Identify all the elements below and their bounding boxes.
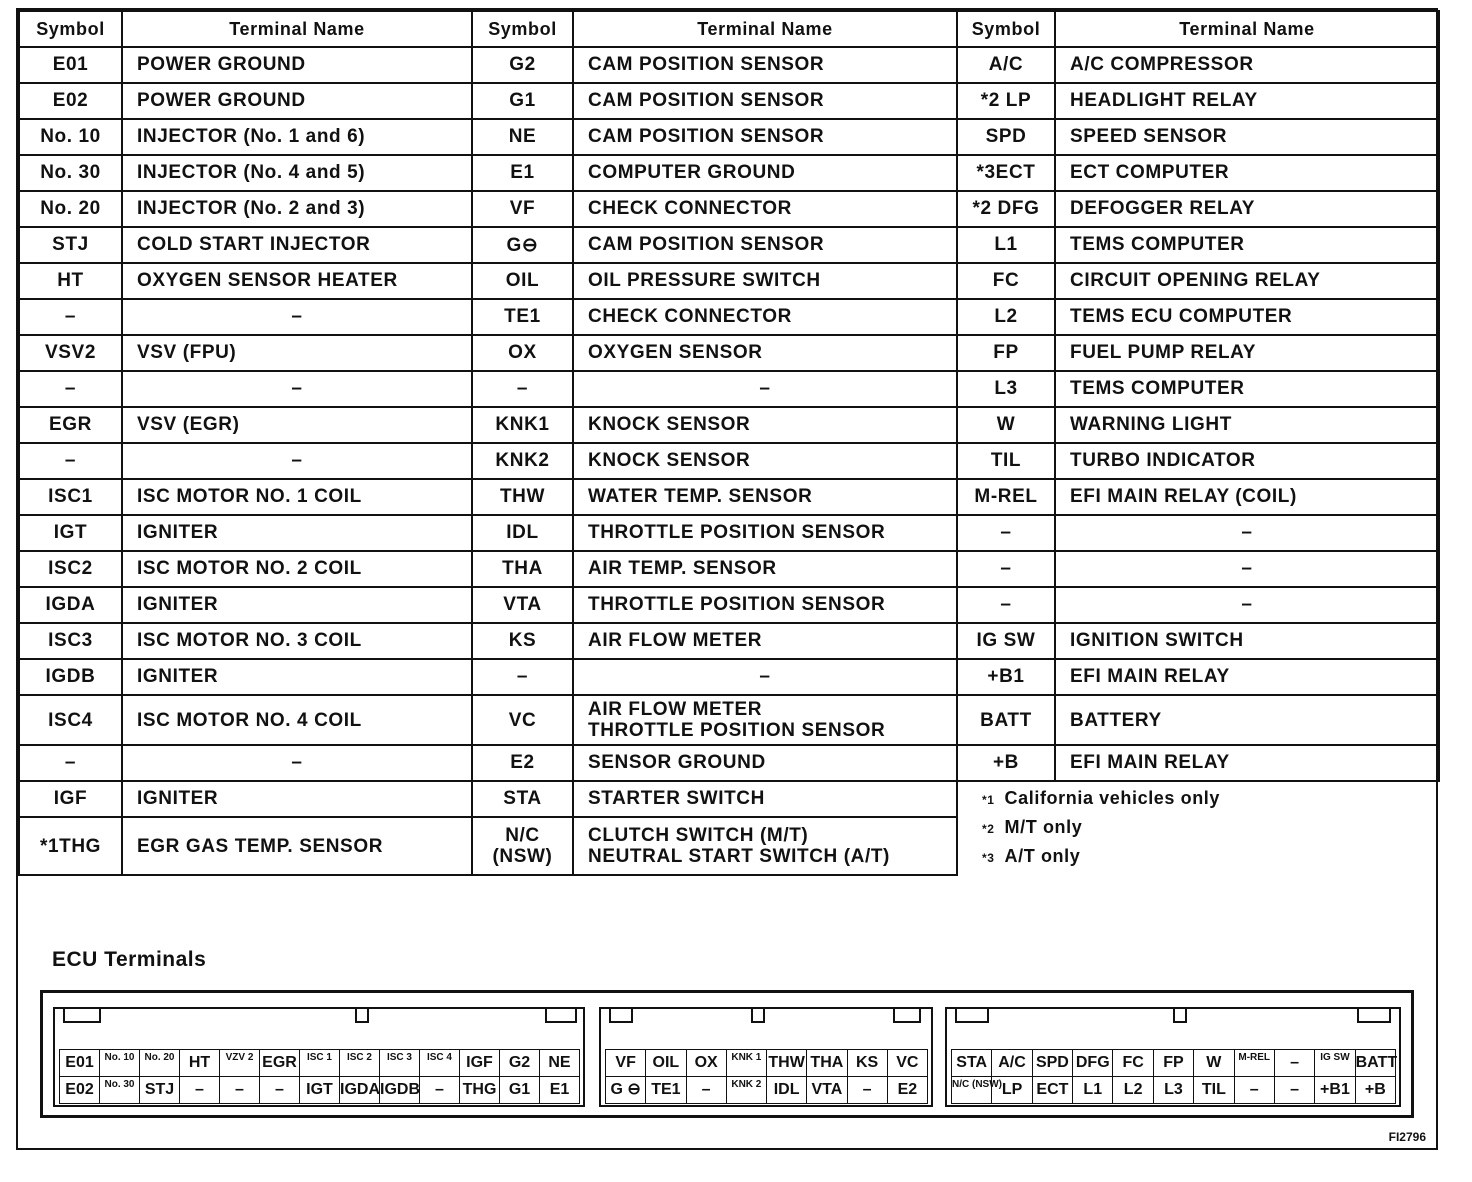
connector-key [355, 1009, 369, 1023]
terminal-name-cell: INJECTOR (No. 2 and 3) [122, 191, 472, 227]
table-row [19, 551, 1439, 587]
terminal-name-cell: IGNITER [122, 515, 472, 551]
connector-key [63, 1009, 101, 1023]
symbol-cell: IGDA [19, 587, 122, 623]
terminal-name-cell: COMPUTER GROUND [573, 155, 957, 191]
terminal-name-cell: INJECTOR (No. 1 and 6) [122, 119, 472, 155]
terminal-name-cell: WATER TEMP. SENSOR [573, 479, 957, 515]
table-row [19, 155, 1439, 191]
symbol-cell: BATT [957, 695, 1055, 745]
footnote-text: M/T only [1004, 817, 1083, 837]
terminal-name-cell: IGNITION SWITCH [1055, 623, 1439, 659]
terminal-name-cell: THROTTLE POSITION SENSOR [573, 587, 957, 623]
connector-key [1357, 1009, 1391, 1023]
symbol-cell: – [472, 371, 573, 407]
connector-pin: IDL [766, 1076, 807, 1104]
terminal-name-line: THROTTLE POSITION SENSOR [588, 720, 886, 741]
terminal-name-cell: – [1055, 515, 1439, 551]
table-row [19, 119, 1439, 155]
terminal-name-cell: – [122, 745, 472, 781]
connector-pin: FP [1153, 1049, 1194, 1077]
terminal-name-cell: ISC MOTOR NO. 3 COIL [122, 623, 472, 659]
terminal-name-cell: OXYGEN SENSOR HEATER [122, 263, 472, 299]
table-row [19, 83, 1439, 119]
terminal-name-cell: AIR TEMP. SENSOR [573, 551, 957, 587]
table-row [19, 47, 1439, 83]
table-row [19, 299, 1439, 335]
connector-pin: M-REL [1234, 1049, 1275, 1077]
symbol-cell: – [19, 371, 122, 407]
connector-pin: OX [686, 1049, 727, 1077]
connector-pin: IGT [299, 1076, 340, 1104]
connector-pin: No. 30 [99, 1076, 140, 1104]
terminal-name-cell: SPEED SENSOR [1055, 119, 1439, 155]
terminal-name-cell: CIRCUIT OPENING RELAY [1055, 263, 1439, 299]
pin-grid [951, 1049, 1398, 1099]
connector-key [1173, 1009, 1187, 1023]
symbol-cell: G⊖ [472, 227, 573, 263]
document-page [16, 8, 1438, 1150]
symbol-cell: VF [472, 191, 573, 227]
symbol-cell: – [19, 299, 122, 335]
terminal-name-line: CLUTCH SWITCH (M/T) [588, 825, 809, 846]
table-row [19, 407, 1439, 443]
connector-pin: VZV 2 [219, 1049, 260, 1077]
symbol-cell: IDL [472, 515, 573, 551]
symbol-cell [472, 817, 573, 875]
terminal-name-cell: CAM POSITION SENSOR [573, 227, 957, 263]
table-row [19, 191, 1439, 227]
connector-key [751, 1009, 765, 1023]
symbol-cell: E1 [472, 155, 573, 191]
table-row [19, 623, 1439, 659]
connector-pin: – [686, 1076, 727, 1104]
footnote [982, 785, 1433, 814]
connector-key [609, 1009, 633, 1023]
connector-pin: No. 10 [99, 1049, 140, 1077]
table-row [19, 335, 1439, 371]
header-symbol-1: Symbol [19, 11, 122, 47]
footnote-mark: *3 [982, 851, 995, 865]
symbol-cell: VTA [472, 587, 573, 623]
connector-pin: STA [951, 1049, 992, 1077]
terminal-name-cell: KNOCK SENSOR [573, 407, 957, 443]
table-body-tail [19, 695, 1439, 875]
symbol-cell: OIL [472, 263, 573, 299]
connector-pin: HT [179, 1049, 220, 1077]
table-row [19, 479, 1439, 515]
terminal-name-cell: CHECK CONNECTOR [573, 299, 957, 335]
symbol-cell: A/C [957, 47, 1055, 83]
terminal-name-cell: – [1055, 587, 1439, 623]
symbol-cell: – [19, 745, 122, 781]
terminal-name-cell: EFI MAIN RELAY (COIL) [1055, 479, 1439, 515]
connector-pin: E2 [887, 1076, 928, 1104]
terminal-name-cell: IGNITER [122, 781, 472, 817]
connector-pin: – [1274, 1049, 1315, 1077]
symbol-cell: E2 [472, 745, 573, 781]
connector-3 [945, 1007, 1401, 1107]
terminal-name-cell: CAM POSITION SENSOR [573, 119, 957, 155]
connector-pin: E1 [539, 1076, 580, 1104]
ecu-connector-diagram [40, 990, 1414, 1118]
connector-pin: STJ [139, 1076, 180, 1104]
symbol-cell: THW [472, 479, 573, 515]
terminal-name-cell: IGNITER [122, 659, 472, 695]
connector-pin: THW [766, 1049, 807, 1077]
symbol-cell: FP [957, 335, 1055, 371]
terminal-name-cell: POWER GROUND [122, 83, 472, 119]
table-row [19, 781, 1439, 817]
symbol-cell: G1 [472, 83, 573, 119]
connector-pin: THA [806, 1049, 847, 1077]
connector-key [955, 1009, 989, 1023]
symbol-cell: L1 [957, 227, 1055, 263]
connector-pin: KNK 2 [726, 1076, 767, 1104]
symbol-cell: FC [957, 263, 1055, 299]
symbol-cell: L3 [957, 371, 1055, 407]
symbol-cell: IGT [19, 515, 122, 551]
terminal-name-cell: THROTTLE POSITION SENSOR [573, 515, 957, 551]
terminal-name-cell: ECT COMPUTER [1055, 155, 1439, 191]
symbol-cell: OX [472, 335, 573, 371]
header-terminal-name-2: Terminal Name [573, 11, 957, 47]
connector-pin: IG SW [1314, 1049, 1355, 1077]
symbol-cell: STA [472, 781, 573, 817]
symbol-cell: EGR [19, 407, 122, 443]
connector-pin: +B [1355, 1076, 1396, 1104]
connector-pin: No. 20 [139, 1049, 180, 1077]
terminal-name-cell: TEMS COMPUTER [1055, 371, 1439, 407]
symbol-line: (NSW) [492, 846, 553, 867]
connector-pin: N/C (NSW) [951, 1076, 992, 1104]
symbol-cell: TE1 [472, 299, 573, 335]
connector-pin: G ⊖ [605, 1076, 646, 1104]
connector-pin: – [1234, 1076, 1275, 1104]
terminal-name-cell: WARNING LIGHT [1055, 407, 1439, 443]
symbol-line: N/C [505, 825, 540, 846]
connector-pin: OIL [645, 1049, 686, 1077]
connector-pin: G1 [499, 1076, 540, 1104]
terminal-name-cell: ISC MOTOR NO. 2 COIL [122, 551, 472, 587]
symbol-cell: ISC1 [19, 479, 122, 515]
terminal-name-cell: CAM POSITION SENSOR [573, 47, 957, 83]
header-row [19, 11, 1439, 47]
terminal-name-cell: SENSOR GROUND [573, 745, 957, 781]
connector-2 [599, 1007, 933, 1107]
connector-pin: IGDB [379, 1076, 420, 1104]
terminal-name-cell: OXYGEN SENSOR [573, 335, 957, 371]
connector-pin: BATT [1355, 1049, 1396, 1077]
footnote [982, 843, 1433, 872]
header-symbol-2: Symbol [472, 11, 573, 47]
terminal-name-cell: INJECTOR (No. 4 and 5) [122, 155, 472, 191]
symbol-cell: *1THG [19, 817, 122, 875]
footnote-text: California vehicles only [1004, 788, 1221, 808]
terminal-name-cell: FUEL PUMP RELAY [1055, 335, 1439, 371]
terminal-name-cell: – [122, 371, 472, 407]
connector-pin: IGF [459, 1049, 500, 1077]
terminal-name-cell [573, 695, 957, 745]
symbol-cell: M-REL [957, 479, 1055, 515]
connector-pin: VC [887, 1049, 928, 1077]
table-row [19, 587, 1439, 623]
terminal-name-cell: BATTERY [1055, 695, 1439, 745]
terminal-name-line: AIR FLOW METER [588, 699, 763, 720]
footnotes [964, 785, 1433, 872]
terminal-name-cell: VSV (FPU) [122, 335, 472, 371]
footnote-mark: *1 [982, 793, 995, 807]
notes-cell [957, 781, 1439, 875]
connector-pin: – [219, 1076, 260, 1104]
symbol-cell: IGDB [19, 659, 122, 695]
ecu-terminals-title: ECU Terminals [52, 948, 207, 971]
connector-pin: SPD [1032, 1049, 1073, 1077]
connector-pin: W [1193, 1049, 1234, 1077]
symbol-cell: IGF [19, 781, 122, 817]
symbol-cell: – [472, 659, 573, 695]
table-row [19, 227, 1439, 263]
connector-pin: A/C [991, 1049, 1032, 1077]
terminal-name-cell: CAM POSITION SENSOR [573, 83, 957, 119]
connector-pin: – [419, 1076, 460, 1104]
symbol-cell: – [957, 587, 1055, 623]
table-row [19, 371, 1439, 407]
symbol-cell: ISC2 [19, 551, 122, 587]
symbol-cell: SPD [957, 119, 1055, 155]
symbol-cell: KNK2 [472, 443, 573, 479]
symbol-cell: G2 [472, 47, 573, 83]
connector-pin: E01 [59, 1049, 100, 1077]
terminal-name-cell: – [1055, 551, 1439, 587]
connector-pin: VTA [806, 1076, 847, 1104]
terminal-name-cell: HEADLIGHT RELAY [1055, 83, 1439, 119]
terminal-name-cell: ISC MOTOR NO. 4 COIL [122, 695, 472, 745]
connector-pin: – [847, 1076, 888, 1104]
figure-id: FI2796 [1388, 1130, 1426, 1144]
connector-pin: – [259, 1076, 300, 1104]
symbol-cell: HT [19, 263, 122, 299]
terminal-name-line: NEUTRAL START SWITCH (A/T) [588, 846, 890, 867]
connector-pin: L3 [1153, 1076, 1194, 1104]
table-row [19, 745, 1439, 781]
symbol-cell: KS [472, 623, 573, 659]
terminal-name-cell: ISC MOTOR NO. 1 COIL [122, 479, 472, 515]
connector-pin: NE [539, 1049, 580, 1077]
symbol-cell: VSV2 [19, 335, 122, 371]
terminal-name-cell: STARTER SWITCH [573, 781, 957, 817]
terminal-table [18, 10, 1440, 876]
connector-pin: LP [991, 1076, 1032, 1104]
footnote-text: A/T only [1004, 846, 1081, 866]
terminal-name-cell: EFI MAIN RELAY [1055, 659, 1439, 695]
symbol-cell: STJ [19, 227, 122, 263]
connector-pin: KS [847, 1049, 888, 1077]
connector-pin: TIL [1193, 1076, 1234, 1104]
terminal-name-cell: KNOCK SENSOR [573, 443, 957, 479]
connector-key [893, 1009, 921, 1023]
connector-pin: FC [1112, 1049, 1153, 1077]
symbol-cell: THA [472, 551, 573, 587]
table-row [19, 443, 1439, 479]
symbol-cell: NE [472, 119, 573, 155]
terminal-name-cell: CHECK CONNECTOR [573, 191, 957, 227]
table-row [19, 515, 1439, 551]
terminal-name-cell: IGNITER [122, 587, 472, 623]
symbol-cell: – [957, 515, 1055, 551]
terminal-name-cell: – [122, 443, 472, 479]
symbol-cell: L2 [957, 299, 1055, 335]
table-row [19, 263, 1439, 299]
table-row [19, 659, 1439, 695]
terminal-name-cell: – [573, 371, 957, 407]
symbol-cell: E02 [19, 83, 122, 119]
symbol-cell: No. 30 [19, 155, 122, 191]
symbol-cell: *2 LP [957, 83, 1055, 119]
terminal-name-cell: DEFOGGER RELAY [1055, 191, 1439, 227]
symbol-cell: +B [957, 745, 1055, 781]
symbol-cell: No. 10 [19, 119, 122, 155]
connector-pin: TE1 [645, 1076, 686, 1104]
connector-pin: EGR [259, 1049, 300, 1077]
symbol-cell: W [957, 407, 1055, 443]
connector-pin: ISC 3 [379, 1049, 420, 1077]
terminal-name-cell: A/C COMPRESSOR [1055, 47, 1439, 83]
connector-pin: ISC 1 [299, 1049, 340, 1077]
header-symbol-3: Symbol [957, 11, 1055, 47]
symbol-cell: – [19, 443, 122, 479]
symbol-cell: IG SW [957, 623, 1055, 659]
terminal-name-cell: EGR GAS TEMP. SENSOR [122, 817, 472, 875]
connector-pin: G2 [499, 1049, 540, 1077]
connector-pin: IGDA [339, 1076, 380, 1104]
terminal-name-cell: – [122, 299, 472, 335]
symbol-cell: E01 [19, 47, 122, 83]
header-terminal-name-1: Terminal Name [122, 11, 472, 47]
header-terminal-name-3: Terminal Name [1055, 11, 1439, 47]
connector-1 [53, 1007, 585, 1107]
symbol-cell: +B1 [957, 659, 1055, 695]
terminal-name-cell [573, 817, 957, 875]
symbol-cell: VC [472, 695, 573, 745]
connector-pin: L2 [1112, 1076, 1153, 1104]
symbol-cell: KNK1 [472, 407, 573, 443]
terminal-name-cell: AIR FLOW METER [573, 623, 957, 659]
connector-pin: ISC 4 [419, 1049, 460, 1077]
terminal-name-cell: TURBO INDICATOR [1055, 443, 1439, 479]
terminal-name-cell: POWER GROUND [122, 47, 472, 83]
pin-grid [59, 1049, 579, 1099]
connector-pin: E02 [59, 1076, 100, 1104]
terminal-name-cell: – [573, 659, 957, 695]
connector-pin: ISC 2 [339, 1049, 380, 1077]
symbol-cell: No. 20 [19, 191, 122, 227]
connector-pin: +B1 [1314, 1076, 1355, 1104]
table-row [19, 695, 1439, 745]
connector-pin: L1 [1072, 1076, 1113, 1104]
footnote-mark: *2 [982, 822, 995, 836]
terminal-name-cell: VSV (EGR) [122, 407, 472, 443]
pin-grid [605, 1049, 927, 1099]
symbol-cell: TIL [957, 443, 1055, 479]
symbol-cell: – [957, 551, 1055, 587]
terminal-name-cell: TEMS COMPUTER [1055, 227, 1439, 263]
terminal-name-cell: EFI MAIN RELAY [1055, 745, 1439, 781]
connector-pin: KNK 1 [726, 1049, 767, 1077]
connector-pin: – [1274, 1076, 1315, 1104]
connector-pin: DFG [1072, 1049, 1113, 1077]
connector-key [545, 1009, 577, 1023]
connector-pin: ECT [1032, 1076, 1073, 1104]
connector-pin: THG [459, 1076, 500, 1104]
terminal-name-cell: OIL PRESSURE SWITCH [573, 263, 957, 299]
symbol-cell: *2 DFG [957, 191, 1055, 227]
symbol-cell: ISC3 [19, 623, 122, 659]
table-body [19, 47, 1439, 695]
footnote [982, 814, 1433, 843]
connector-pin: VF [605, 1049, 646, 1077]
terminal-name-cell: COLD START INJECTOR [122, 227, 472, 263]
symbol-cell: ISC4 [19, 695, 122, 745]
symbol-cell: *3ECT [957, 155, 1055, 191]
terminal-name-cell: TEMS ECU COMPUTER [1055, 299, 1439, 335]
connector-pin: – [179, 1076, 220, 1104]
